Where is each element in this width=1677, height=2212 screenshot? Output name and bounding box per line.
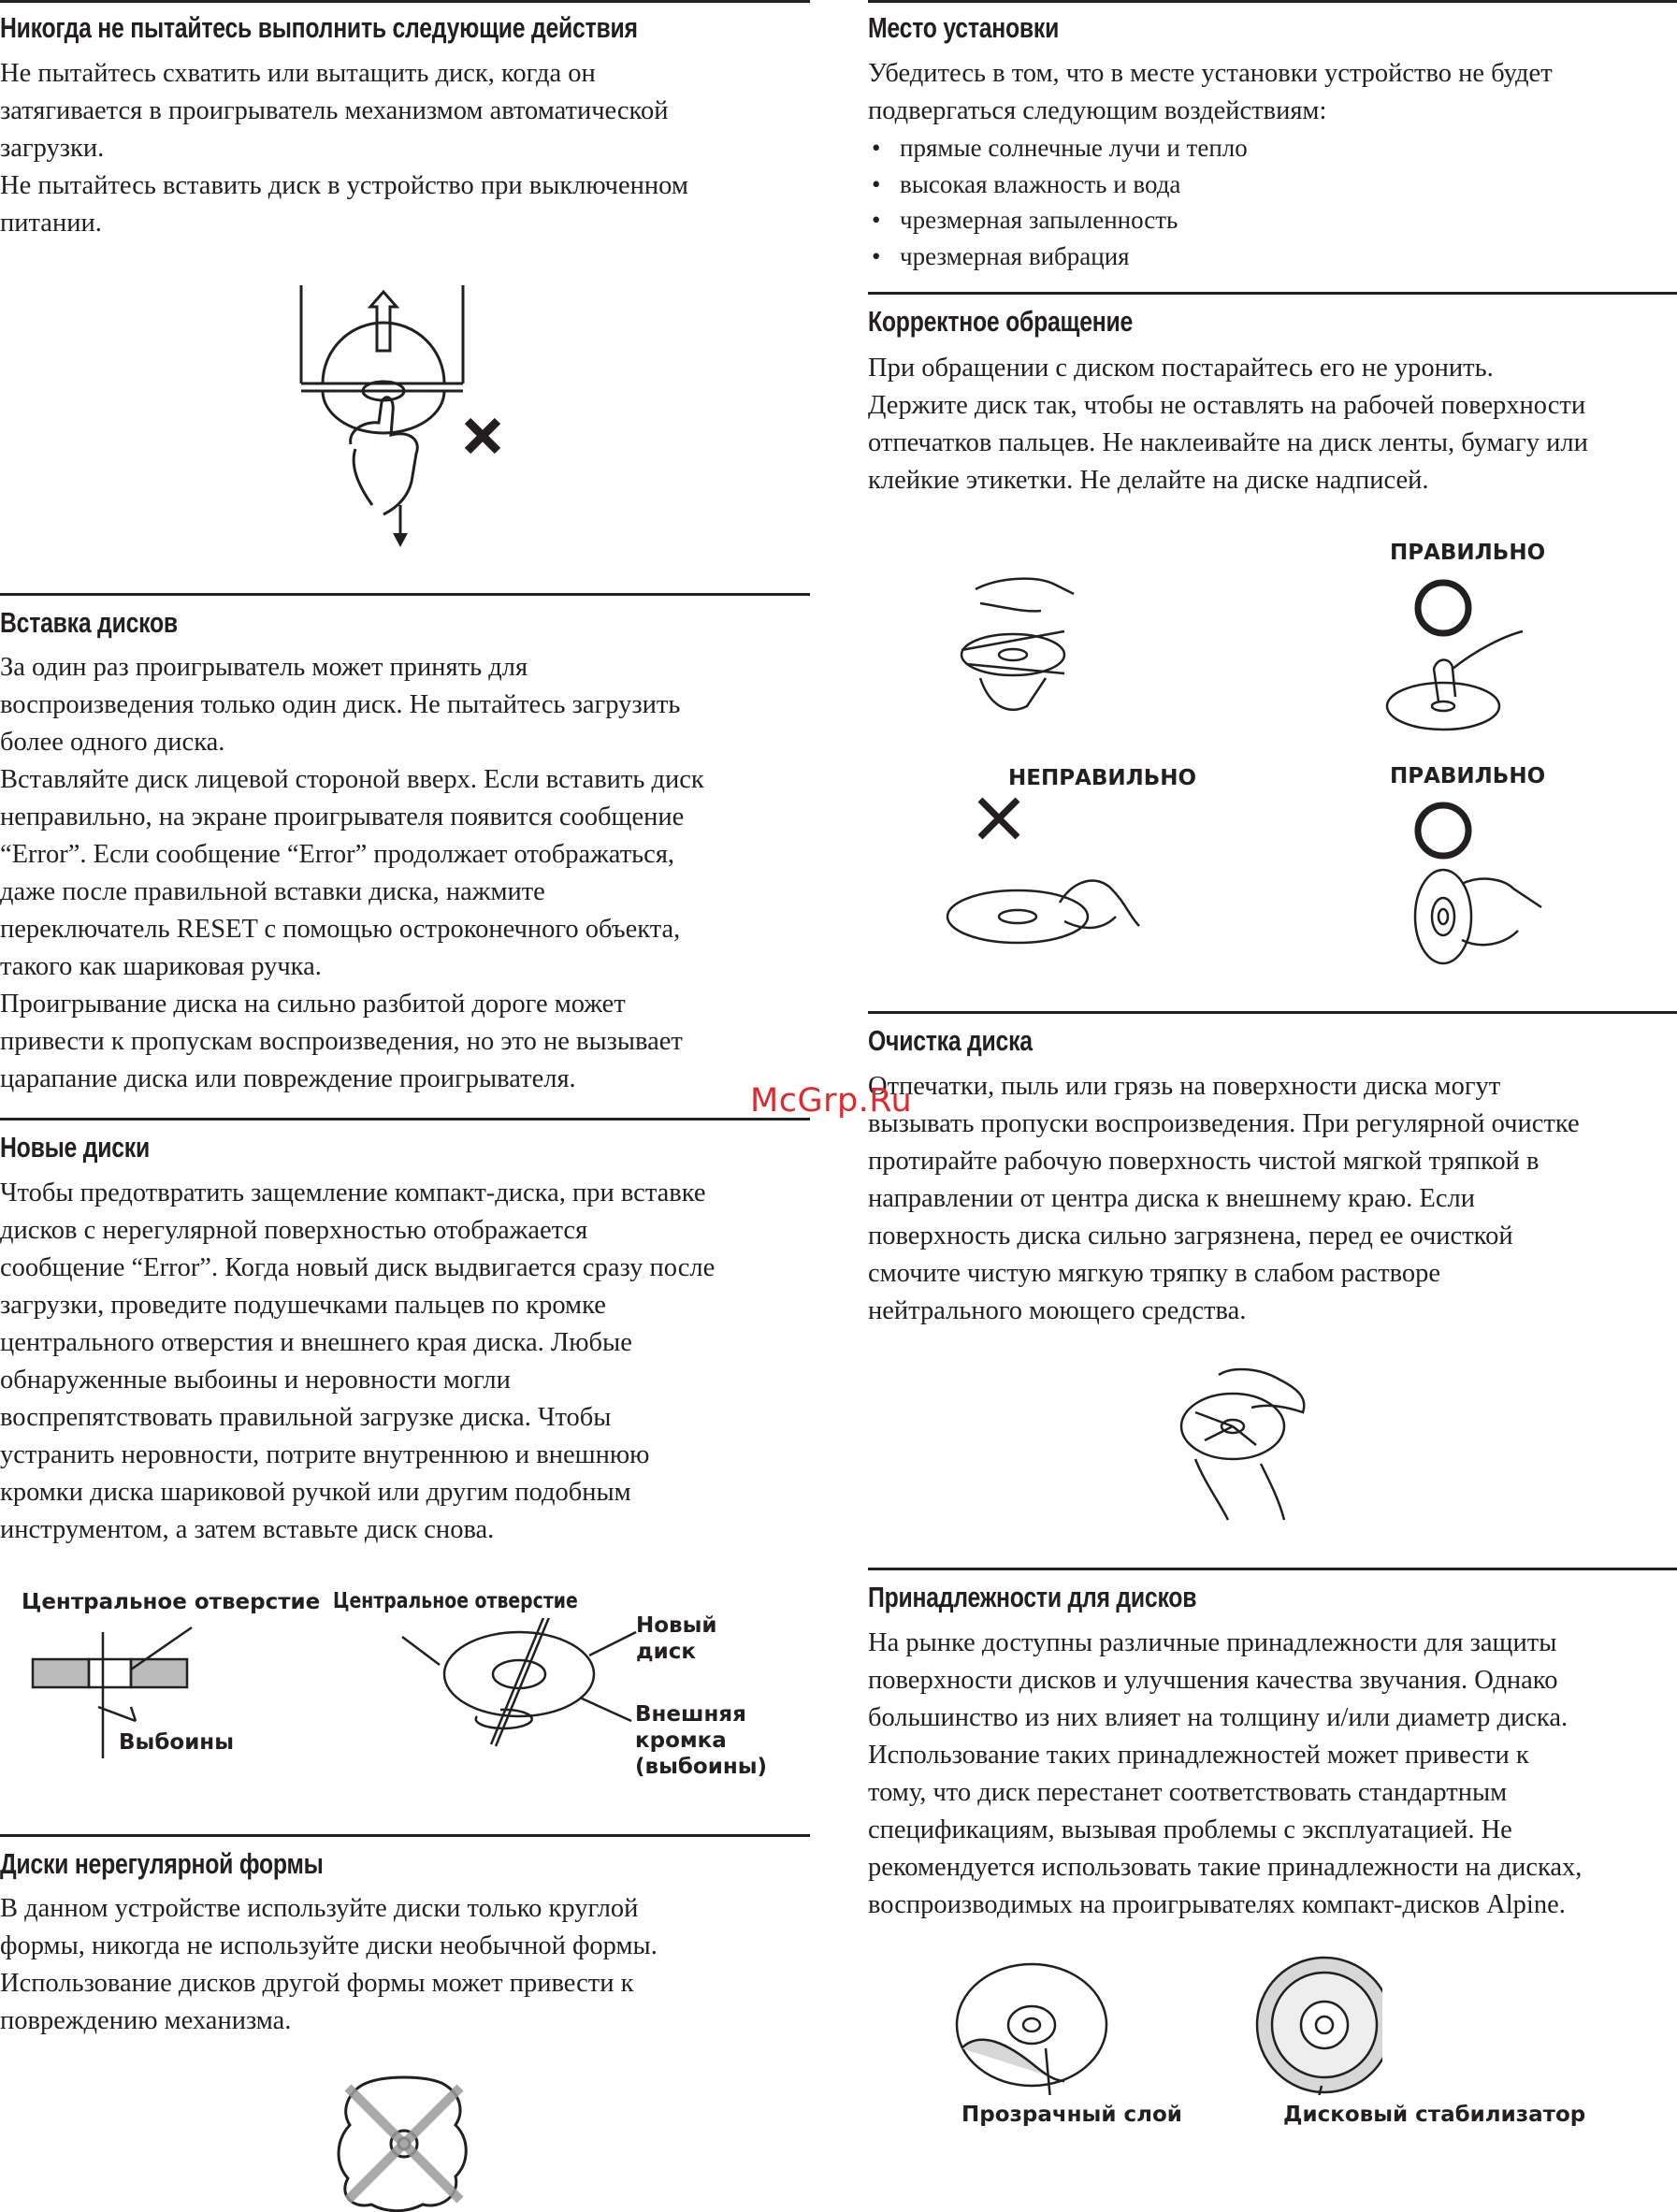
disc-eject-illustration: [281, 281, 524, 552]
label-incorrect: НЕПРАВИЛЬНО: [1008, 766, 1197, 790]
section-rule: [868, 1011, 1677, 1014]
disc-cleaning-illustration: [1177, 1361, 1317, 1525]
section-text-inserting: За один раз проигрыватель может принять для воспроизведения только один диск. Не пытайтесь загрузить более одного диска. Вставляйте диск лицевой стороной вверх. Если вставить диск неправильно, на экране проигрывателя появится сообщение “Error”. Если сообщение “Error” продолжает отображаться, даже после правильной вставки диска, нажмите переключатель RESET с помощью остроконечного объекта, такого как шариковая ручка. Проигрывание диска на сильно разбитой дороге может привести к пропускам воспроизведения, но это не вызывает царапание диска или повреждение проигрывателя.: [0, 653, 704, 1093]
section-title-handling: Корректное обращение: [868, 305, 1134, 338]
section-title-cleaning: Очистка диска: [868, 1024, 1033, 1057]
list-item: • чрезмерная запыленность: [868, 202, 1248, 239]
section-text-new-discs: Чтобы предотвратить защемление компакт-диска, при вставке дисков с нерегулярной поверхностью отображается сообщение “Error”. Когда новый диск выдвигается сразу после загрузки, проведите подушечками пальцев по кромке центрального отверстия и внешнего края диска. Любые обнаруженные выбоины и неровности могли воспрепятствовать правильной загрузке диска. Чтобы устранить неровности, потрите внутреннюю и внешнюю кромки диска шариковой ручкой или другим подобным инструментом, а затем вставьте диск снова.: [0, 1178, 716, 1544]
section-title-new-discs: Новые диски: [0, 1131, 150, 1164]
irregular-disc-illustration: [329, 2074, 479, 2212]
section-text-irregular: В данном устройстве используйте диски только круглой формы, никогда не используйте диски необычной формы. Использование дисков другой формы может привести к повреждению механизма.: [0, 1894, 658, 2035]
watermark: McGrp.Ru: [750, 1082, 913, 1120]
label-center-hole: Центральное отверстие: [22, 1590, 321, 1614]
section-text-installation: Убедитесь в том, что в месте установки устройство не будет подвергаться следующим воздействиям:: [868, 59, 1553, 125]
section-text-handling: При обращении с диском постарайтесь его не уронить. Держите диск так, чтобы не оставлять на рабочей поверхности отпечатков пальцев. Не наклеивайте на диск ленты, бумагу или клейкие этикетки. Не делайте на диске надписей.: [868, 354, 1588, 495]
disc-handling-illustration: [943, 566, 1616, 968]
installation-bullet-list: [868, 130, 1248, 274]
section-text-accessories: На рынке доступны различные принадлежности для защиты поверхности дисков и улучшения качества звучания. Однако большинство из них влияет на толщину и/или диаметр диска. Использование таких принадлежностей может привести к тому, что диск перестанет соответствовать стандартным спецификациям, вызывая проблемы с эксплуатацией. Не рекомендуется использовать такие принадлежности на дисках, воспроизводимых на проигрывателях компакт-дисков Alpine.: [868, 1628, 1583, 1919]
section-title-irregular: Диски нерегулярной формы: [0, 1847, 324, 1880]
section-rule: [868, 292, 1677, 295]
list-item: • прямые солнечные лучи и тепло: [868, 130, 1248, 166]
label-burrs: Выбоины: [119, 1730, 234, 1755]
section-text-never-do: Не пытайтесь схватить или вытащить диск, когда он затягивается в проигрыватель механизмом автоматической загрузки. Не пытайтесь вставить диск в устройство при выключенном питании.: [0, 59, 688, 238]
disc-accessories-illustration: [952, 1955, 1382, 2095]
section-title-installation: Место установки: [868, 11, 1060, 44]
label-correct-2: ПРАВИЛЬНО: [1390, 764, 1546, 788]
section-rule: [868, 0, 1677, 3]
section-rule: [0, 0, 810, 3]
label-stabilizer: Дисковый стабилизатор: [1283, 2103, 1586, 2127]
label-clear-layer: Прозрачный слой: [961, 2103, 1182, 2127]
label-outer-edge: Внешняя кромка (выбоины): [635, 1702, 768, 1779]
section-title-accessories: Принадлежности для дисков: [868, 1581, 1197, 1613]
section-title-inserting: Вставка дисков: [0, 606, 178, 639]
label-correct-1: ПРАВИЛЬНО: [1390, 541, 1546, 565]
section-title-never-do: Никогда не пытайтесь выполнить следующие действия: [0, 11, 638, 44]
section-rule: [0, 1834, 810, 1837]
label-center-hole-2: Центральное отверстие: [333, 1589, 578, 1613]
section-rule: [0, 1118, 810, 1120]
label-new-disc: Новый диск: [636, 1613, 717, 1664]
list-item: • чрезмерная вибрация: [868, 239, 1248, 275]
list-item: • высокая влажность и вода: [868, 166, 1248, 203]
section-rule: [868, 1568, 1677, 1570]
section-rule: [0, 593, 810, 596]
disc-burrs-illustration: [28, 1618, 795, 1758]
section-text-cleaning: Отпечатки, пыль или грязь на поверхности диска могут вызывать пропуски воспроизведения. При регулярной очистке протирайте рабочую поверхность чистой мягкой тряпкой в направлении от центра диска к внешнему краю. Если поверхность диска сильно загрязнена, перед ее очисткой смочите чистую мягкую тряпку в слабом растворе нейтрального моющего средства.: [868, 1072, 1580, 1325]
